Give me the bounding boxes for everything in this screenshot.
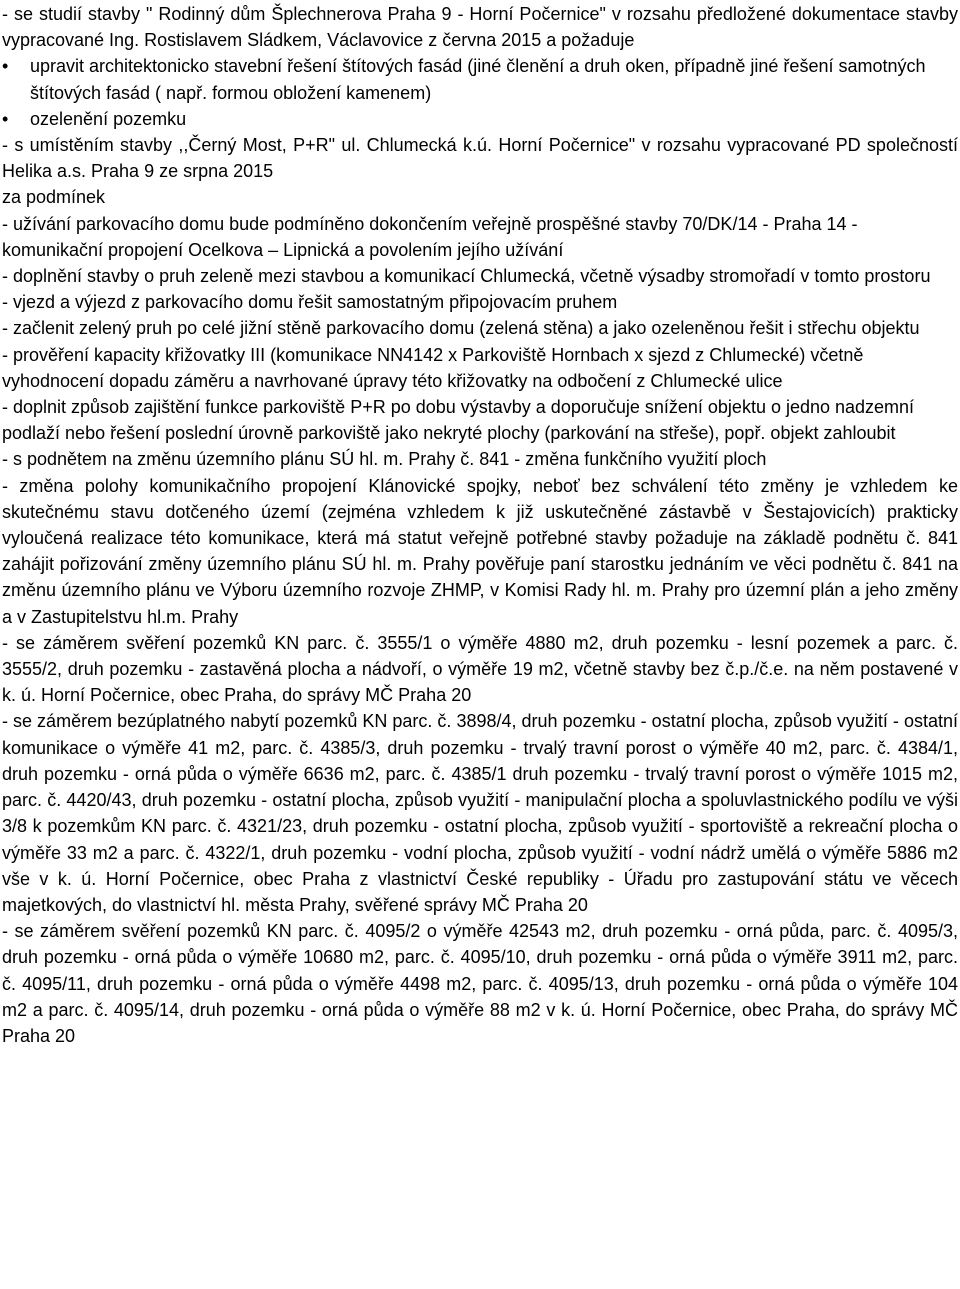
paragraph-podnet-zmena-up: - s podnětem na změnu územního plánu SÚ hl. m. Prahy č. 841 - změna funkčního využití ploch <box>2 449 767 470</box>
paragraph-za-podminek: za podmínek <box>2 187 106 208</box>
paragraph-sverení-pozemku-4095: - se záměrem svěření pozemků KN parc. č. 4095/2 o výměře 42543 m2, druh pozemku - orná půda, parc. č. 4095/3, druh pozemku - orná půda o výměře 10680 m2, parc. č. 4095/10, druh pozemku - orná půda o výměře 3911 m2, parc. č. 4095/11, druh pozemku - orná půda o výměře 4498 m2, parc. č. 4095/13, druh pozemku - orná půda o výměře 104 m2 a parc. č. 4095/14, druh pozemku - orná půda o výměře 88 m2 v k. ú. Horní Počernice, obec Praha, do správy MČ Praha 20 <box>2 921 958 1046</box>
paragraph-uzivani-parkovaciho-domu: - užívání parkovacího domu bude podmíněno dokončením veřejně prospěšné stavby 70/DK/14 - Praha 14 - komunikační propojení Ocelkova – Lipnická a povolením jejího užívání <box>2 213 858 260</box>
paragraph-cerny-most-pr: - s umístěním stavby ,,Černý Most, P+R" ul. Chlumecká k.ú. Horní Počernice" v rozsahu vypracované PD společností Helika a.s. Praha 9 ze srpna 2015 <box>2 135 958 182</box>
paragraph-nabyti-pozemku: - se záměrem bezúplatného nabytí pozemků KN parc. č. 3898/4, druh pozemku - ostatní plocha, způsob využití - ostatní komunikace o výměře 41 m2, parc. č. 4385/3, druh pozemku - trvalý travní porost o výměře 40 m2, parc. č. 4384/1, druh pozemku - orná půda o výměře 6636 m2, parc. č. 4385/1 druh pozemku - trvalý travní porost o výměře 1015 m2, parc. č. 4420/43, druh pozemku - ostatní plocha, způsob využití - manipulační plocha a spoluvlastnického podílu ve výši 3/8 k pozemkům KN parc. č. 4321/23, druh pozemku - ostatní plocha, způsob využití - sportoviště a rekreační plocha o výměře 33 m2 a parc. č. 4322/1, druh pozemku - vodní plocha, způsob využití - vodní nádrž umělá o výměře 5886 m2 vše v k. ú. Horní Počernice, obec Praha z vlastnictví České republiky - Úřadu pro zastupování státu ve věcech majetkových, do vlastnictví hl. města Prahy, svěřené správy MČ Praha 20 <box>2 711 958 915</box>
bullet-icon: • <box>2 56 9 77</box>
paragraph-studie-rodinny-dum: - se studií stavby " Rodinný dům Šplechnerova Praha 9 - Horní Počernice" v rozsahu předložené dokumentace stavby vypracované Ing. Rostislavem Sládkem, Václavovice z června 2015 a požaduje <box>2 4 958 51</box>
paragraph-vjezd-vyjezd: - vjezd a výjezd z parkovacího domu řešit samostatným připojovacím pruhem <box>2 292 618 313</box>
bullet-icon: • <box>2 108 9 129</box>
bullet-item-text: ozelenění pozemku <box>30 108 187 129</box>
paragraph-kapacita-krizovatky: - prověření kapacity křižovatky III (komunikace NN4142 x Parkoviště Hornbach x sjezd z Chlumecké) včetně vyhodnocení dopadu záměru a navrhované úpravy této křižovatky na odbočení z Chlumecké ulice <box>2 344 864 391</box>
paragraph-klanovicka-spojka: - změna polohy komunikačního propojení Klánovické spojky, neboť bez schválení této změny je vzhledem ke skutečnému stavu dotčeného území (zejména vzhledem k již uskutečněné zástavbě v Šestajovicích) prakticky vyloučená realizace této komunikace, která má statut veřejně potřebné stavby požaduje na základě podnětu č. 841 zahájit pořizování změny územního plánu SÚ hl. m. Prahy pověřuje paní starostku jednáním ve věci podnětu č. 841 na změnu územního plánu ve Výboru územního rozvoje ZHMP, v Komisi Rady hl. m. Prahy pro územní plán a jeho změny a v Zastupitelstvu hl.m. Prahy <box>2 475 958 627</box>
bullet-item-text: upravit architektonicko stavební řešení štítových fasád (jiné členění a druh oken, případně jiné řešení samotných štítových fasád ( např. formou obložení kamenem) <box>30 56 926 103</box>
bullet-item-fasady <box>2 53 958 105</box>
paragraph-zeleny-pruh: - začlenit zelený pruh po celé jižní stěně parkovacího domu (zelená stěna) a jako ozeleněnou řešit i střechu objektu <box>2 318 920 339</box>
paragraph-funkce-parkoviste: - doplnit způsob zajištění funkce parkoviště P+R po dobu výstavby a doporučuje snížení objektu o jedno nadzemní podlaží nebo řešení poslední úrovně parkoviště jako nekryté plochy (parkování na střeše), popř. objekt zahloubit <box>2 397 915 444</box>
paragraph-doplneni-zelene: - doplnění stavby o pruh zeleně mezi stavbou a komunikací Chlumecká, včetně výsadby stromořadí v tomto prostoru <box>2 266 931 287</box>
bullet-item-ozeleneni <box>2 106 958 132</box>
paragraph-sverení-pozemku-3555: - se záměrem svěření pozemků KN parc. č. 3555/1 o výměře 4880 m2, druh pozemku - lesní pozemek a parc. č. 3555/2, druh pozemku - zastavěná plocha a nádvoří, o výměře 19 m2, včetně stavby bez č.p./č.e. na něm postavené v k. ú. Horní Počernice, obec Praha, do správy MČ Praha 20 <box>2 632 958 706</box>
